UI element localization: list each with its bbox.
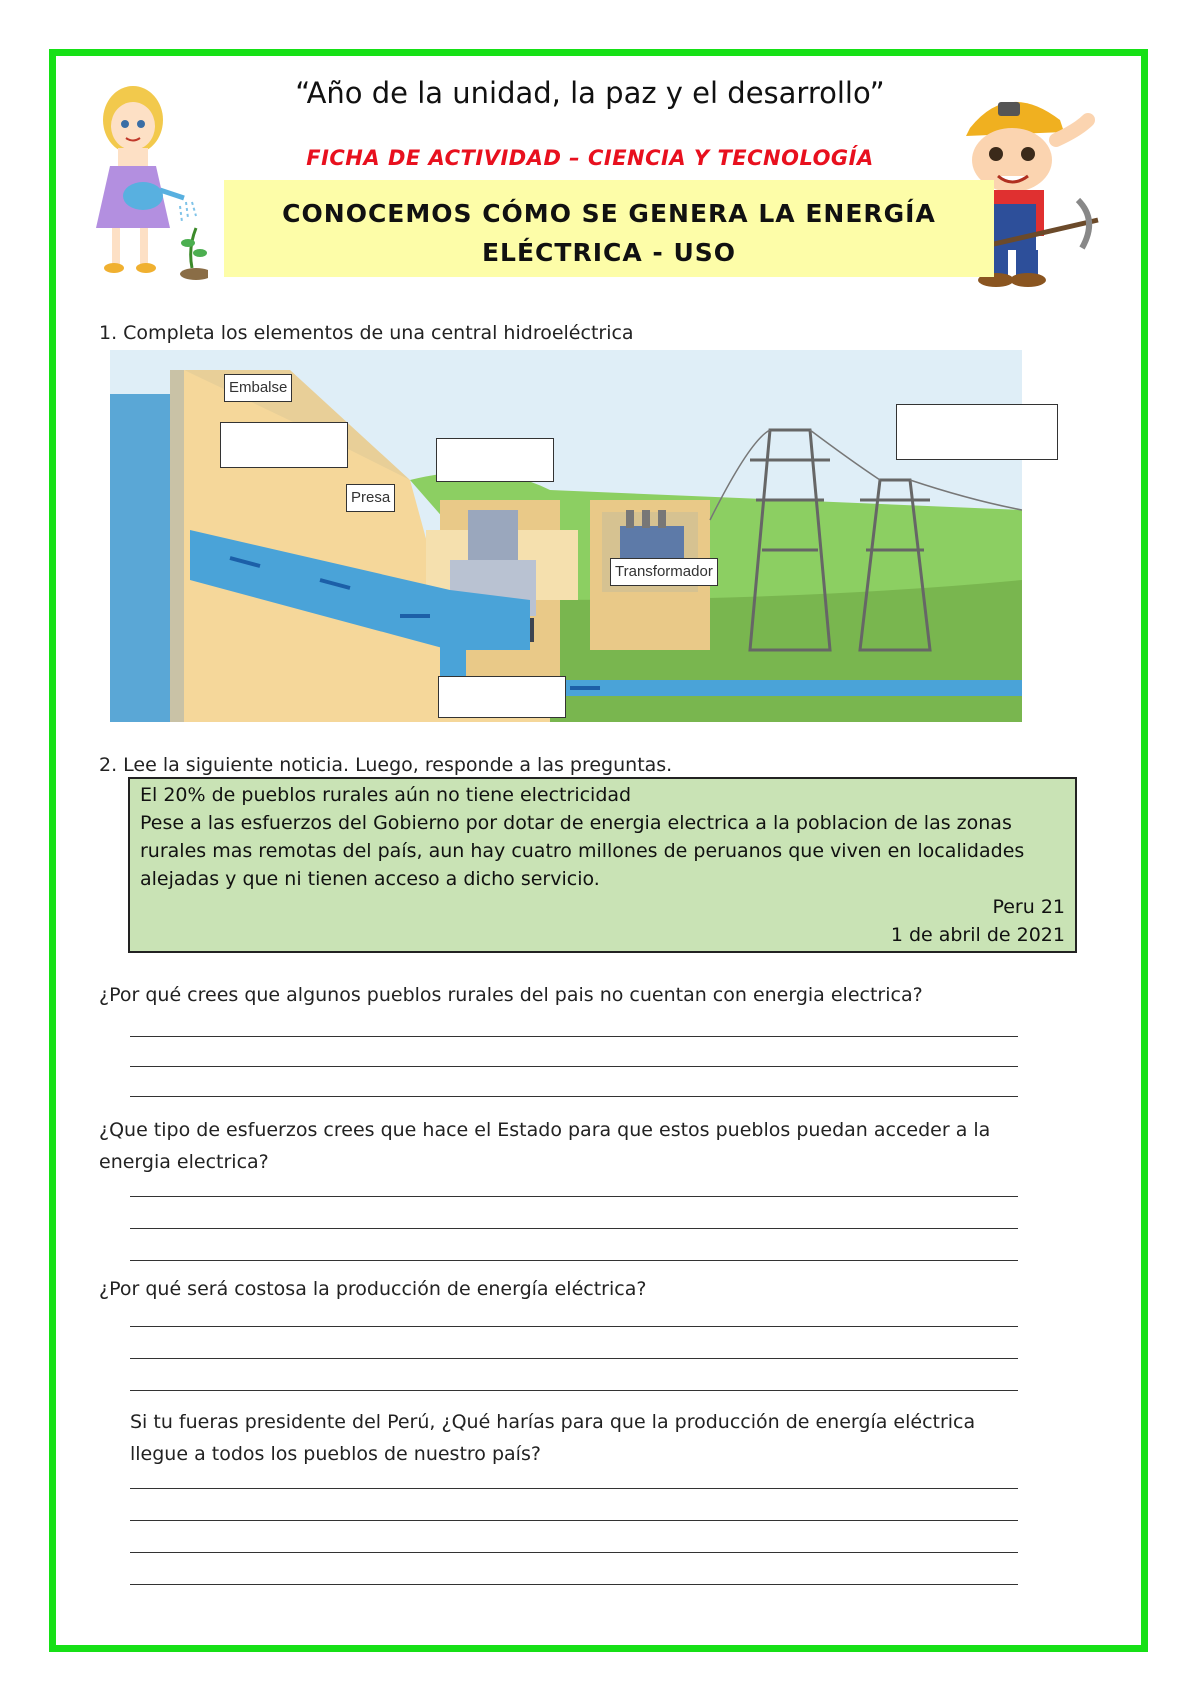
answer-line[interactable]: [130, 1096, 1018, 1097]
girl-watering-illustration: [88, 78, 208, 290]
activity-subtitle: FICHA DE ACTIVIDAD – CIENCIA Y TECNOLOGÍA: [306, 146, 874, 170]
question-1: ¿Por qué crees que algunos pueblos rurales del pais no cuentan con energia electrica?: [99, 984, 923, 1006]
title-banner: [224, 180, 994, 277]
answer-line[interactable]: [130, 1036, 1018, 1037]
blank-answer-box-1[interactable]: [220, 422, 348, 468]
question-4: Si tu fueras presidente del Perú, ¿Qué harías para que la producción de energía eléctrica llegue a todos los pueblos de nuestro país?: [130, 1411, 976, 1465]
hydroelectric-illustration: [110, 350, 1022, 722]
year-motto: “Año de la unidad, la paz y el desarrollo”: [295, 76, 885, 110]
title-line-2: ELÉCTRICA - USO: [481, 238, 737, 267]
news-body: Pese a las esfuerzos del Gobierno por dotar de energia electrica a la poblacion de las zonas rurales mas remotas del país, aun hay cuatro millones de peruanos que viven en localidades alejadas y que ni tienen acceso a dicho servicio.: [140, 812, 1025, 890]
label-presa: Presa: [346, 484, 395, 512]
question-3: ¿Por qué será costosa la producción de energía eléctrica?: [99, 1278, 647, 1300]
blank-answer-box-3[interactable]: [896, 404, 1058, 460]
answer-line[interactable]: [130, 1260, 1018, 1261]
answer-line[interactable]: [130, 1228, 1018, 1229]
answer-line[interactable]: [130, 1584, 1018, 1585]
news-headline: El 20% de pueblos rurales aún no tiene electricidad: [140, 784, 632, 806]
answer-line[interactable]: [130, 1390, 1018, 1391]
question-2: ¿Que tipo de esfuerzos crees que hace el Estado para que estos pueblos puedan acceder a la energia electrica?: [99, 1119, 991, 1173]
answer-line[interactable]: [130, 1552, 1018, 1553]
answer-line[interactable]: [130, 1066, 1018, 1067]
news-date: 1 de abril de 2021: [890, 924, 1065, 946]
news-source: Peru 21: [992, 896, 1065, 918]
label-transformador: Transformador: [610, 558, 718, 586]
title-line-1: CONOCEMOS CÓMO SE GENERA LA ENERGÍA: [282, 199, 936, 228]
news-box: [128, 777, 1077, 953]
answer-line[interactable]: [130, 1488, 1018, 1489]
hydroelectric-diagram: [110, 350, 1022, 722]
answer-line[interactable]: [130, 1196, 1018, 1197]
section2-prompt: 2. Lee la siguiente noticia. Luego, responde a las preguntas.: [99, 754, 673, 776]
label-embalse: Embalse: [224, 374, 292, 402]
answer-line[interactable]: [130, 1520, 1018, 1521]
answer-line[interactable]: [130, 1326, 1018, 1327]
answer-line[interactable]: [130, 1358, 1018, 1359]
section1-prompt: 1. Completa los elementos de una central hidroeléctrica: [99, 322, 634, 344]
blank-answer-box-2[interactable]: [436, 438, 554, 482]
blank-answer-box-4[interactable]: [438, 676, 566, 718]
